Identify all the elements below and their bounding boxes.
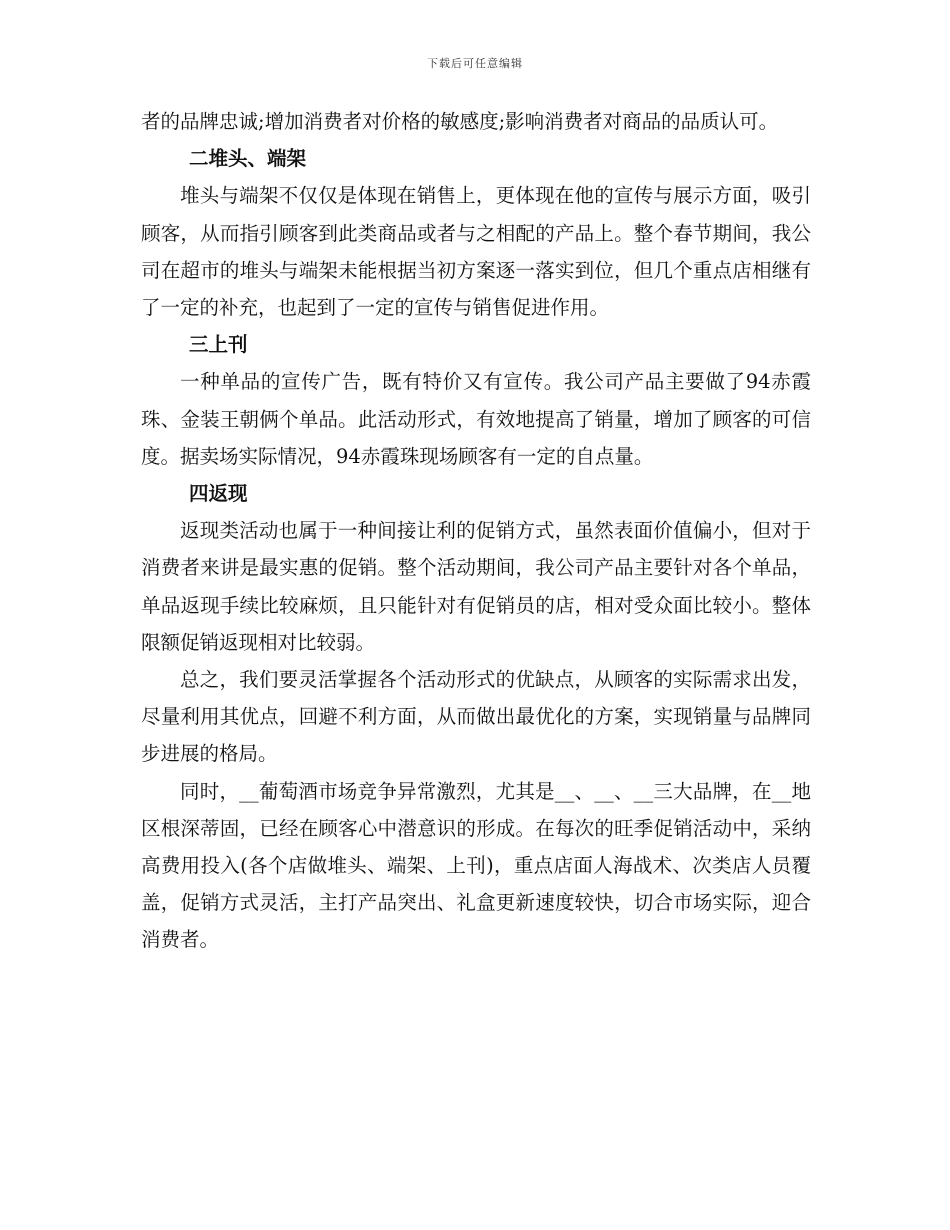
section-heading-display-stands: 二堆头、端架 [189,147,307,171]
page-header-note: 下载后可任意编辑 [427,57,523,70]
document-body [141,103,811,959]
section-paragraph-advertising: 一种单品的宣传广告，既有特价又有宣传。我公司产品主要做了94赤霞珠、金装王朝俩个单品。此活动形式，有效地提高了销量，增加了顾客的可信度。据卖场实际情况，94赤霞珠现场顾客有一定的自点量。 [141,370,811,468]
summary-paragraph: 总之，我们要灵活掌握各个活动形式的优缺点，从顾客的实际需求出发，尽量利用其优点，回避不利方面，从而做出最优化的方案，实现销量与品牌同步进展的格局。 [141,668,811,766]
section-paragraph-display-stands: 堆头与端架不仅仅是体现在销售上，更体现在他的宣传与展示方面，吸引顾客，从而指引顾客到此类商品或者与之相配的产品上。整个春节期间，我公司在超市的堆头与端架未能根据当初方案逐一落实到位，但几个重点店相继有了一定的补充，也起到了一定的宣传与销售促进作用。 [141,184,811,320]
intro-continuation-paragraph: 者的品牌忠诚;增加消费者对价格的敏感度;影响消费者对商品的品质认可。 [141,110,779,133]
section-heading-advertising: 三上刊 [189,333,248,357]
section-paragraph-cashback: 返现类活动也属于一种间接让利的促销方式，虽然表面价值偏小，但对于消费者来讲是最实惠的促销。整个活动期间，我公司产品主要针对各个单品，单品返现手续比较麻烦，且只能针对有促销员的店，相对受众面比较小。整体限额促销返现相对比较弱。 [141,519,811,654]
closing-paragraph: 同时，__葡萄酒市场竞争异常激烈，尤其是__、__、__三大品牌，在__地区根深蒂固，已经在顾客心中潜意识的形成。在每次的旺季促销活动中，采纳高费用投入(各个店做堆头、端架、上刊)，重点店面人海战术、次类店人员覆盖，促销方式灵活，主打产品突出、礼盒更新速度较快，切合市场实际，迎合消费者。 [141,779,811,952]
section-heading-cashback: 四返现 [189,482,248,506]
